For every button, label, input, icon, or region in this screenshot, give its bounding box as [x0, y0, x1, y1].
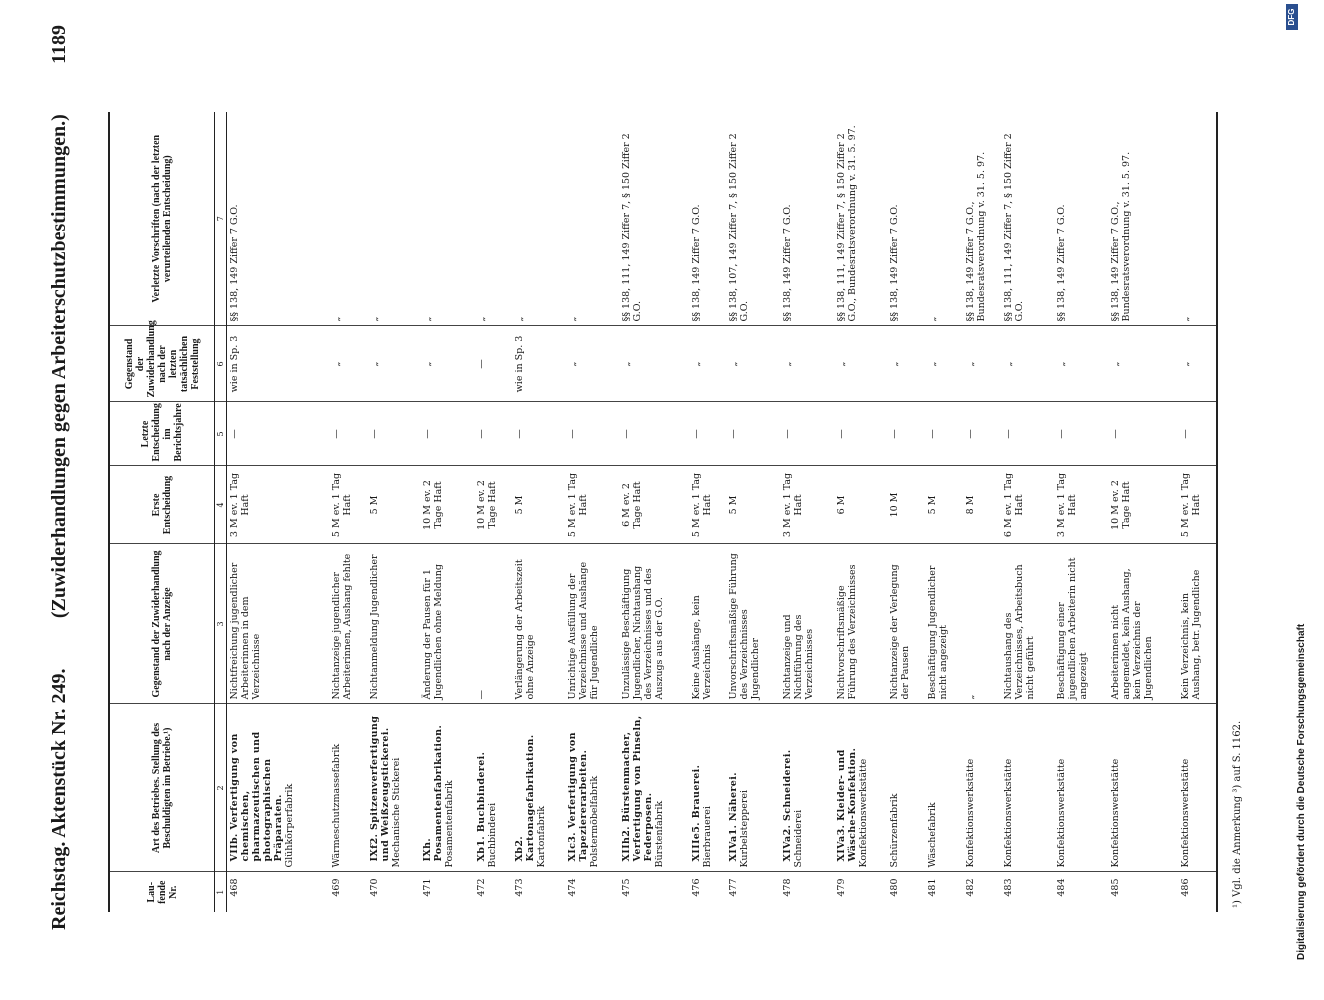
violated-provisions: „	[1178, 112, 1217, 326]
business-type-cell	[925, 704, 963, 872]
business-type-cell	[780, 704, 834, 872]
first-decision: 5 M ev. 1 Tag Haft	[565, 466, 619, 544]
row-number: 476	[690, 878, 702, 897]
business-type-cell	[834, 704, 888, 872]
violated-provisions: „	[512, 112, 566, 326]
business-type-cell	[1001, 704, 1055, 872]
last-decision: —	[512, 402, 566, 466]
violation-established: —	[474, 326, 512, 402]
business-type: Posamentenfabrik	[444, 780, 456, 868]
row-number: 474	[567, 878, 579, 897]
industry-section: Xb2. Kartonagefabrikation.	[513, 734, 536, 862]
table-row	[1178, 112, 1217, 912]
violation-established: „	[780, 326, 834, 402]
table-row	[512, 112, 566, 912]
header-cell: Art des Betriebes. Stellung des Beschuldigten im Betriebe.¹)	[109, 704, 215, 872]
last-decision: —	[227, 402, 329, 466]
last-decision: —	[1178, 402, 1217, 466]
violated-provisions: §§ 138, 111, 149 Ziffer 7, § 150 Ziffer 2 G.O., Bundesratsverordnung v. 31. 5. 97.	[834, 112, 888, 326]
industry-section: XIVa3. Kleider- und Wäsche-Konfektion.	[835, 747, 858, 862]
first-decision: 6 M ev. 2 Tage Haft	[619, 466, 689, 544]
last-decision: —	[1108, 402, 1178, 466]
first-decision: 5 M ev. 1 Tag Haft	[689, 466, 727, 544]
column-number: 3	[215, 544, 227, 704]
violated-provisions: §§ 138, 149 Ziffer 7 G.O., Bundesratsverordnung v. 31. 5. 97.	[1108, 112, 1178, 326]
first-decision: 10 M ev. 2 Tage Haft	[420, 466, 474, 544]
last-decision: —	[925, 402, 963, 466]
last-decision: —	[834, 402, 888, 466]
row-number: 471	[422, 878, 434, 897]
violation-established: „	[689, 326, 727, 402]
table-row	[689, 112, 727, 912]
column-number: 6	[215, 326, 227, 402]
table-row	[367, 112, 421, 912]
row-number: 486	[1179, 878, 1191, 897]
column-number: 2	[215, 704, 227, 872]
violated-provisions: §§ 138, 149 Ziffer 7 G.O.	[887, 112, 925, 326]
table-row	[565, 112, 619, 912]
last-decision: —	[474, 402, 512, 466]
header-title: Reichstag. Aktenstück Nr. 249.	[48, 668, 70, 930]
violation-established: „	[963, 326, 1001, 402]
row-number: 483	[1002, 878, 1014, 897]
violated-provisions: §§ 138, 149 Ziffer 7 G.O., Bundesratsverordnung v. 31. 5. 97.	[963, 112, 1001, 326]
business-type: Kurbelstepperei	[739, 789, 751, 868]
last-decision: —	[565, 402, 619, 466]
industry-section: XIIIe5. Brauerei.	[690, 764, 702, 862]
violation-reported: Nichtanzeige jugendlicher Arbeiterinnen, Aushang fehlte	[329, 544, 367, 704]
table-row	[1054, 112, 1108, 912]
table-row	[925, 112, 963, 912]
business-type-cell	[619, 704, 689, 872]
violation-reported: Keine Aushänge, kein Verzeichnis	[689, 544, 727, 704]
last-decision: —	[963, 402, 1001, 466]
row-number: 470	[368, 878, 380, 897]
page-number: 1189	[48, 25, 70, 64]
violation-established: „	[834, 326, 888, 402]
business-type: Konfektionswerkstätte	[857, 758, 869, 868]
business-type: Buchbinderei	[486, 802, 498, 868]
violated-provisions: §§ 138, 149 Ziffer 7 G.O.	[1054, 112, 1108, 326]
violation-reported: Arbeiterinnen nicht angemeldet, kein Aushang, kein Verzeichnis der Jugendlichen	[1108, 544, 1178, 704]
violated-provisions: §§ 138, 111, 149 Ziffer 7, § 150 Ziffer 2 G.O.	[1001, 112, 1055, 326]
business-type: Schürzenfabrik	[889, 793, 901, 868]
table-body	[227, 112, 1218, 912]
last-decision: —	[689, 402, 727, 466]
last-decision: —	[367, 402, 421, 466]
table-header-row	[109, 112, 215, 912]
row-number: 481	[927, 878, 939, 897]
business-type: Konfektionswerkstätte	[1002, 758, 1014, 868]
row-number: 469	[330, 878, 342, 897]
violated-provisions: §§ 138, 149 Ziffer 7 G.O.	[227, 112, 329, 326]
row-number: 484	[1056, 878, 1068, 897]
last-decision: —	[420, 402, 474, 466]
violation-reported: Nichtvorschriftsmäßige Führung des Verzeichnisses	[834, 544, 888, 704]
business-type: Mechanische Stickerei	[390, 757, 402, 868]
violation-established: „	[329, 326, 367, 402]
column-number: 5	[215, 402, 227, 466]
violated-provisions: „	[474, 112, 512, 326]
business-type-cell	[963, 704, 1001, 872]
business-type: Glühkörperfabrik	[284, 783, 295, 868]
business-type: Konfektionswerkstätte	[1179, 758, 1191, 868]
row-number: 480	[889, 878, 901, 897]
table-row	[887, 112, 925, 912]
violation-established: „	[1108, 326, 1178, 402]
business-type-cell	[367, 704, 421, 872]
first-decision: 5 M	[367, 466, 421, 544]
business-type: Konfektionswerkstätte	[964, 758, 976, 868]
violation-established: wie in Sp. 3	[512, 326, 566, 402]
header-cell: Gegenstand der Zuwiderhandlung nach der letzten tatsächlichen Feststellung	[109, 326, 215, 402]
violation-established: „	[565, 326, 619, 402]
table-row	[329, 112, 367, 912]
business-type-cell	[420, 704, 474, 872]
column-number: 1	[215, 872, 227, 912]
last-decision: —	[887, 402, 925, 466]
last-decision: —	[726, 402, 780, 466]
first-decision: 5 M ev. 1 Tag Haft	[1178, 466, 1217, 544]
dfg-logo: DFG	[1286, 4, 1298, 30]
violation-reported: Unrichtige Ausfüllung der Verzeichnisse und Aushänge für Jugendliche	[565, 544, 619, 704]
row-number: 472	[475, 878, 487, 897]
first-decision: 5 M	[925, 466, 963, 544]
first-decision: 10 M ev. 2 Tage Haft	[1108, 466, 1178, 544]
business-type: Wäschefabrik	[927, 802, 939, 868]
page-header	[48, 25, 90, 930]
business-type: Bierbrauerei	[701, 806, 713, 868]
violations-table	[108, 112, 1218, 912]
first-decision: 3 M ev. 1 Tag Haft	[1054, 466, 1108, 544]
footnote: ¹) Vgl. die Anmerkung ³) auf S. 1162.	[1232, 720, 1243, 908]
violated-provisions: „	[329, 112, 367, 326]
violation-established: „	[925, 326, 963, 402]
violated-provisions: §§ 138, 149 Ziffer 7 G.O.	[689, 112, 727, 326]
industry-section: XIIh2. Bürstenmacher, Verfertigung von Pinseln, Federposen.	[621, 715, 654, 862]
violation-reported: Beschäftigung einer jugendlichen Arbeiterin nicht angezeigt	[1054, 544, 1108, 704]
first-decision: 6 M ev. 1 Tag Haft	[1001, 466, 1055, 544]
column-number: 7	[215, 112, 227, 326]
table-row	[963, 112, 1001, 912]
table-row	[420, 112, 474, 912]
violation-reported: Unzulässige Beschäftigung Jugendlicher, Nichtaushang des Verzeichnisses und des Auszugs aus der G.O.	[619, 544, 689, 704]
row-number: 473	[513, 878, 525, 897]
violation-reported: Nichtanzeige der Verlegung der Pausen	[887, 544, 925, 704]
first-decision: 3 M ev. 1 Tag Haft	[227, 466, 329, 544]
violation-reported: Unvorschriftsmäßige Führung des Verzeichnisses Jugendlicher	[726, 544, 780, 704]
violation-established: „	[726, 326, 780, 402]
first-decision: 8 M	[963, 466, 1001, 544]
business-type: Konfektionswerkstätte	[1109, 758, 1121, 868]
violation-reported: „	[963, 544, 1001, 704]
last-decision: —	[1054, 402, 1108, 466]
business-type: Polstermöbelfabrik	[589, 775, 601, 868]
first-decision: 5 M ev. 1 Tag Haft	[329, 466, 367, 544]
table-row	[780, 112, 834, 912]
business-type-cell	[565, 704, 619, 872]
business-type-cell	[474, 704, 512, 872]
violation-established: „	[1178, 326, 1217, 402]
industry-section: XIVa2. Schneiderei.	[782, 749, 794, 862]
violation-reported: Änderung der Pausen für 1 Jugendlichen ohne Meldung	[420, 544, 474, 704]
industry-section: XIVa1. Näherei.	[728, 772, 740, 862]
violated-provisions: „	[420, 112, 474, 326]
first-decision: 6 M	[834, 466, 888, 544]
header-cell: Gegenstand der Zuwiderhandlung nach der Anzeige	[109, 544, 215, 704]
first-decision: 10 M	[887, 466, 925, 544]
first-decision: 3 M ev. 1 Tag Haft	[780, 466, 834, 544]
business-type-cell	[1054, 704, 1108, 872]
table-row	[227, 112, 329, 912]
column-number-row	[215, 112, 227, 912]
row-number: 468	[229, 878, 240, 897]
violation-established: „	[1001, 326, 1055, 402]
violation-reported: —	[474, 544, 512, 704]
violation-reported: Kein Verzeichnis, kein Aushang, betr. Jugendliche	[1178, 544, 1217, 704]
row-number: 477	[728, 878, 740, 897]
violation-established: „	[420, 326, 474, 402]
violated-provisions: „	[367, 112, 421, 326]
violation-established: „	[367, 326, 421, 402]
row-number: 479	[835, 878, 847, 897]
industry-section: IXf2. Spitzenverfertigung und Weißzeugstickerei.	[368, 715, 391, 862]
violated-provisions: §§ 138, 111, 149 Ziffer 7, § 150 Ziffer 2 G.O.	[619, 112, 689, 326]
header-cell: Lau-fende Nr.	[109, 872, 215, 912]
header-cell: Erste Entscheidung	[109, 466, 215, 544]
last-decision: —	[329, 402, 367, 466]
first-decision: 10 M ev. 2 Tage Haft	[474, 466, 512, 544]
header-cell: Verletzte Vorschriften (nach der letzten verurteilenden Entscheidung)	[109, 112, 215, 326]
violation-established: „	[887, 326, 925, 402]
row-number: 475	[621, 878, 632, 897]
business-type-cell	[227, 704, 329, 872]
table-row	[726, 112, 780, 912]
violation-established: wie in Sp. 3	[227, 326, 329, 402]
business-type: Schneiderei	[793, 809, 805, 868]
business-type-cell	[329, 704, 367, 872]
industry-section: VIIb. Verfertigung von chemischen, pharmazeutischen und photographischen Präparaten.	[229, 731, 284, 862]
industry-section: XIc3. Verfertigung von Tapeziererarbeiten.	[567, 732, 590, 862]
business-type-cell	[689, 704, 727, 872]
digitization-note: Digitalisierung gefördert durch die Deutsche Forschungsgemeinschaft	[1296, 623, 1307, 960]
business-type: Kartonfabrik	[535, 805, 547, 868]
industry-section: Xb1. Buchbinderei.	[475, 751, 487, 862]
last-decision: —	[780, 402, 834, 466]
business-type: Bürstenfabrik	[654, 800, 665, 868]
table-row	[834, 112, 888, 912]
violation-reported: Nichtaushang des Verzeichnisses, Arbeitsbuch nicht geführt	[1001, 544, 1055, 704]
row-number: 482	[964, 878, 976, 897]
violated-provisions: „	[925, 112, 963, 326]
violation-established: „	[619, 326, 689, 402]
header-cell: Letzte Entscheidung im Berichtsjahre	[109, 402, 215, 466]
business-type-cell	[1178, 704, 1217, 872]
violation-reported: Nichtanzeige und Nichtführung des Verzeichnisses	[780, 544, 834, 704]
column-number: 4	[215, 466, 227, 544]
last-decision: —	[1001, 402, 1055, 466]
table-row	[474, 112, 512, 912]
first-decision: 5 M	[726, 466, 780, 544]
business-type-cell	[512, 704, 566, 872]
business-type: Konfektionswerkstätte	[1056, 758, 1068, 868]
violation-reported: Beschäftigung Jugendlicher nicht angezeigt	[925, 544, 963, 704]
table-row	[1001, 112, 1055, 912]
row-number: 485	[1109, 878, 1121, 897]
violation-reported: Nichtanmeldung Jugendlicher	[367, 544, 421, 704]
violation-reported: Verlängerung der Arbeitszeit ohne Anzeige	[512, 544, 566, 704]
violated-provisions: §§ 138, 149 Ziffer 7 G.O.	[780, 112, 834, 326]
violation-established: „	[1054, 326, 1108, 402]
row-number: 478	[782, 878, 794, 897]
last-decision: —	[619, 402, 689, 466]
business-type-cell	[887, 704, 925, 872]
violated-provisions: §§ 138, 107, 149 Ziffer 7, § 150 Ziffer 2 G.O.	[726, 112, 780, 326]
table-row	[619, 112, 689, 912]
table-row	[1108, 112, 1178, 912]
business-type-cell	[726, 704, 780, 872]
header-subtitle: (Zuwiderhandlungen gegen Arbeiterschutzbestimmungen.)	[48, 114, 70, 619]
violated-provisions: „	[565, 112, 619, 326]
violation-reported: Nichtfreichung jugendlicher Arbeiterinnen in dem Verzeichnisse	[227, 544, 329, 704]
first-decision: 5 M	[512, 466, 566, 544]
industry-section: IXh. Posamentenfabrikation.	[422, 724, 445, 862]
business-type: Wärmeschutzmassefabrik	[330, 743, 342, 868]
business-type-cell	[1108, 704, 1178, 872]
